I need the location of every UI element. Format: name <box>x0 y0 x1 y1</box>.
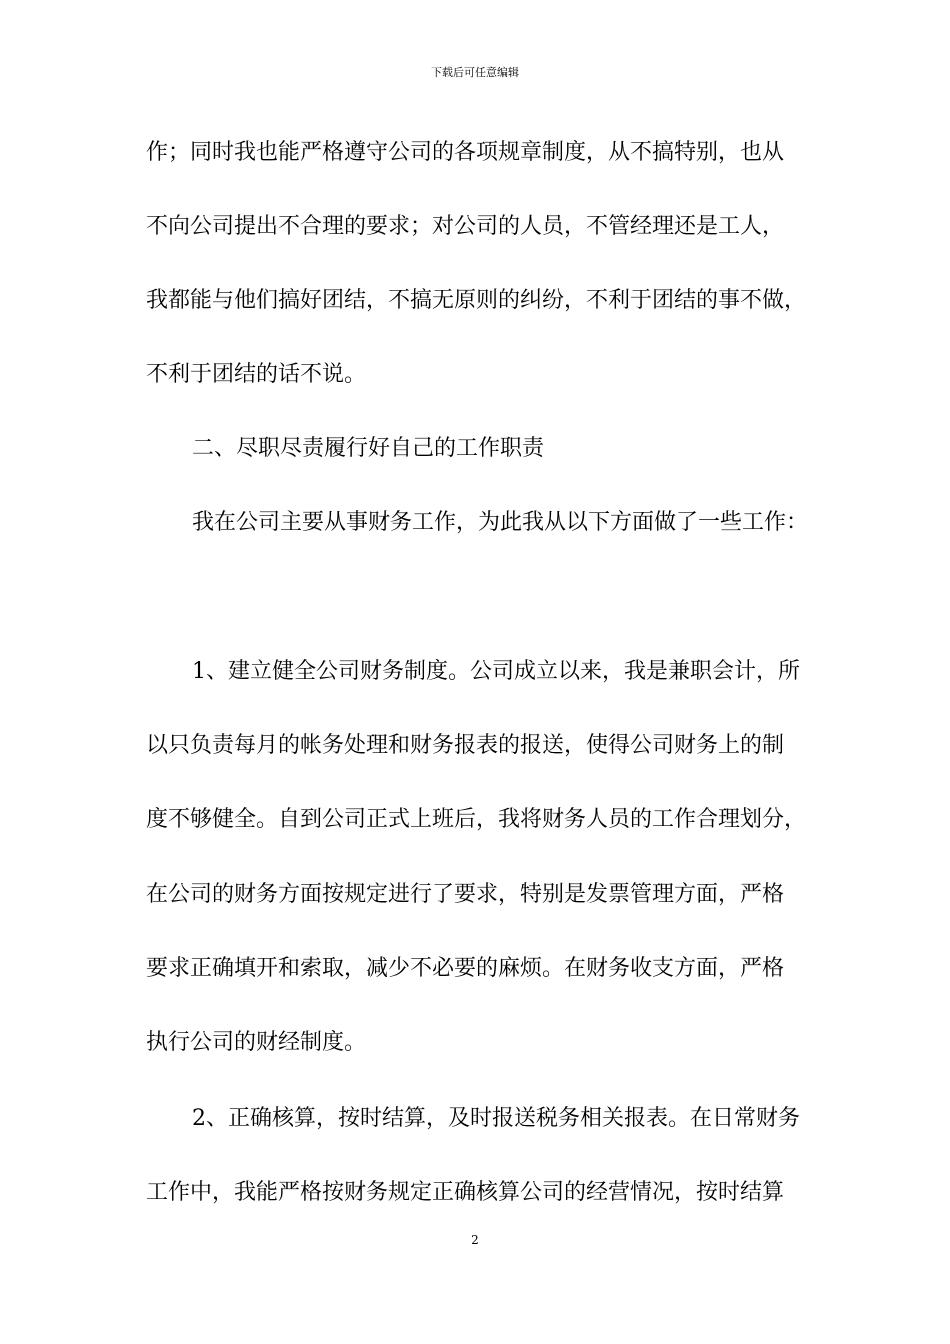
text-line: 不向公司提出不合理的要求；对公司的人员，不管经理还是工人， <box>146 214 785 239</box>
text-line: 在公司的财务方面按规定进行了要求，特别是发票管理方面，严格 <box>146 882 785 907</box>
text-line: 要求正确填开和索取，减少不必要的麻烦。在财务收支方面，严格 <box>146 956 785 981</box>
section-heading: 二、尽职尽责履行好自己的工作职责 <box>192 436 545 461</box>
text-line: 不利于团结的话不说。 <box>146 362 367 387</box>
text-line: 作；同时我也能严格遵守公司的各项规章制度，从不搞特别，也从 <box>146 140 785 165</box>
text-line: 2、正确核算，按时结算，及时报送税务相关报表。在日常财务 <box>192 1106 800 1131</box>
page-number: 2 <box>471 1233 479 1247</box>
text-line: 我在公司主要从事财务工作，为此我从以下方面做了一些工作： <box>192 510 809 535</box>
text-line: 执行公司的财经制度。 <box>146 1030 367 1055</box>
text-line: 度不够健全。自到公司正式上班后，我将财务人员的工作合理划分， <box>146 807 807 832</box>
text-line: 1、建立健全公司财务制度。公司成立以来，我是兼职会计，所 <box>192 659 800 684</box>
page-header: 下载后可任意编辑 <box>431 66 519 79</box>
text-line: 工作中，我能严格按财务规定正确核算公司的经营情况，按时结算 <box>146 1180 785 1205</box>
text-line: 以只负责每月的帐务处理和财务报表的报送，使得公司财务上的制 <box>146 733 785 758</box>
text-line: 我都能与他们搞好团结，不搞无原则的纠纷，不利于团结的事不做， <box>146 288 807 313</box>
